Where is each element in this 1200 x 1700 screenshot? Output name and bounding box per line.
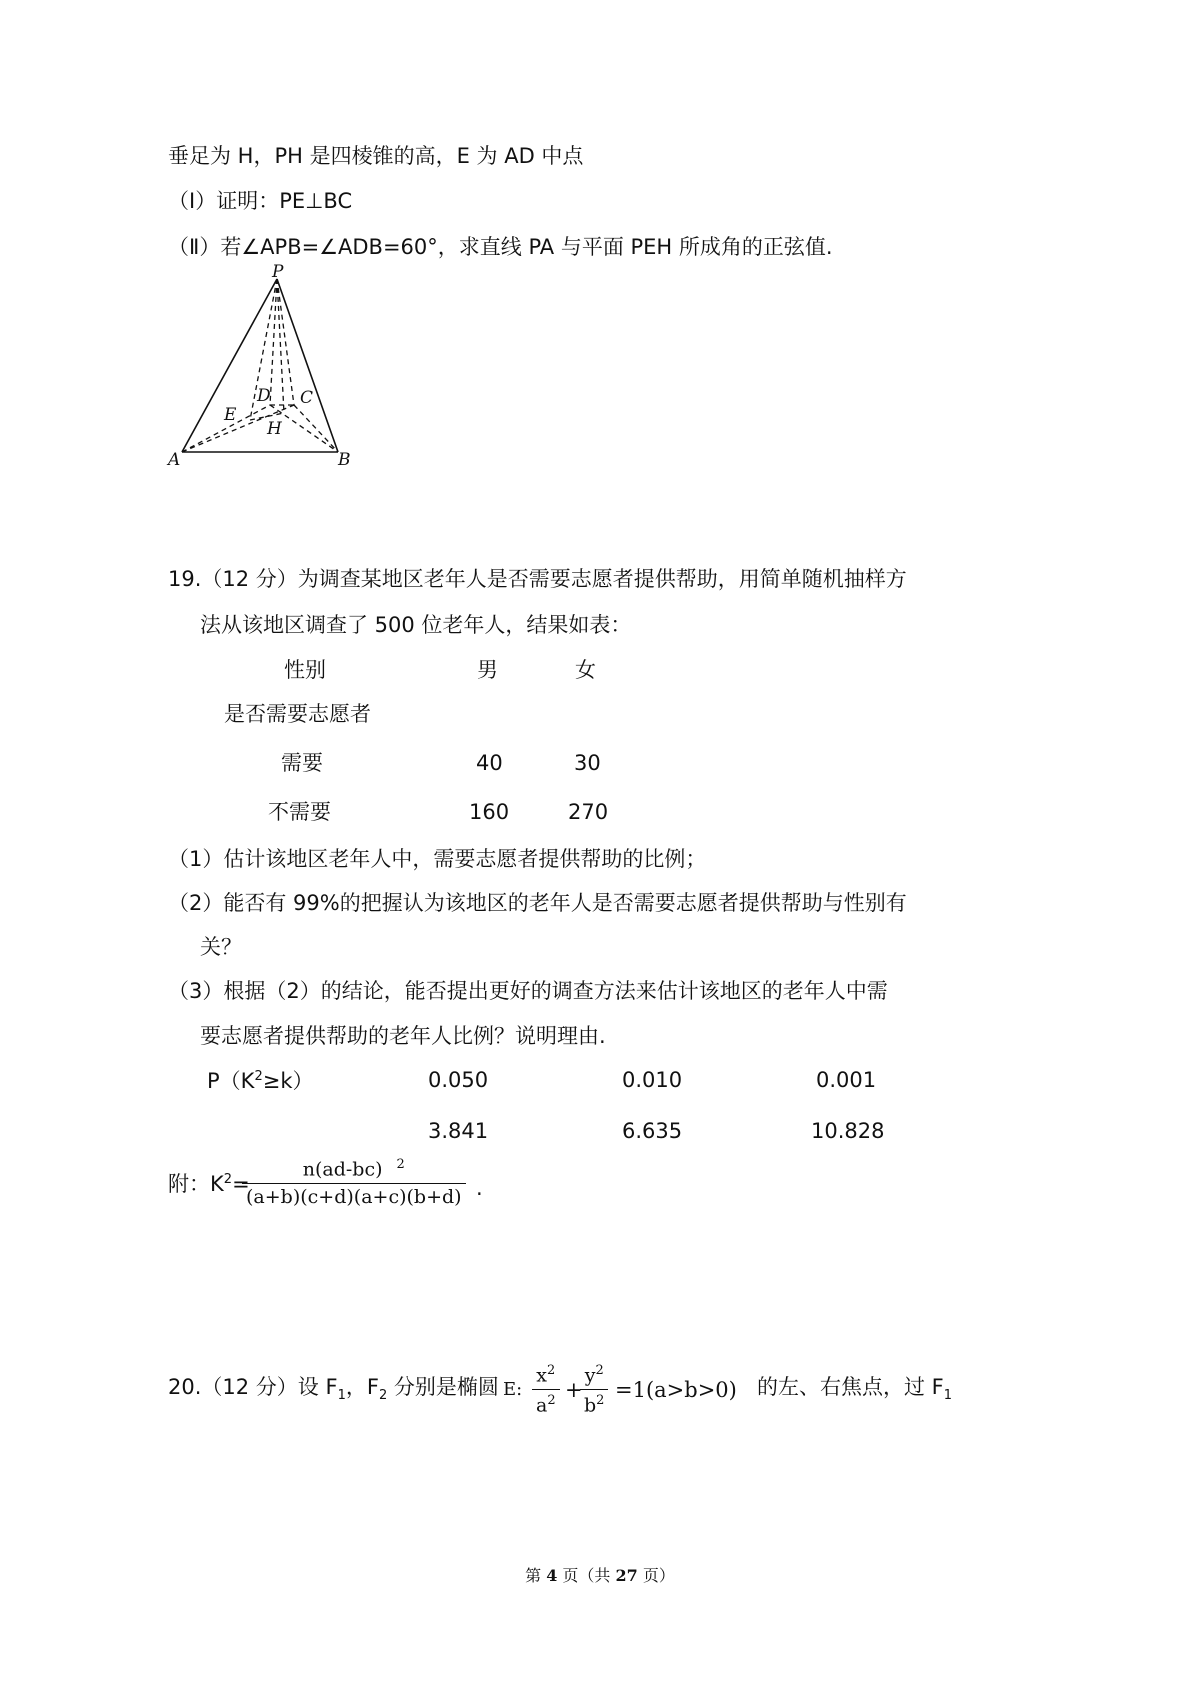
- fraction-denominator: (a+b)(c+d)(a+c)(b+d): [242, 1183, 466, 1207]
- q19-sub3-line2: 要志愿者提供帮助的老年人比例？说明理由.: [200, 1024, 606, 1048]
- table-header-gender: 性别: [284, 658, 326, 682]
- ptable-p-value: 0.050: [428, 1068, 489, 1092]
- q18-part1: （Ⅰ）证明：PE⊥BC: [168, 189, 353, 213]
- q19-sub2-line1: （2）能否有 99%的把握认为该地区的老年人是否需要志愿者提供帮助与性别有: [168, 891, 907, 915]
- ptable-label: $P(K^2\ge k)$: [207, 1069, 314, 1093]
- table-header-need: 是否需要志愿者: [224, 702, 371, 726]
- chi-square-fraction: [242, 1158, 466, 1207]
- ptable-k-value: 6.635: [622, 1119, 683, 1143]
- q19-sub3-line1: （3）根据（2）的结论，能否提出更好的调查方法来估计该地区的老年人中需: [168, 979, 888, 1003]
- pyramid-figure: [160, 262, 370, 477]
- label-a: A: [168, 450, 181, 470]
- q20-lead: 20.（12 分）设 $F_1$，$F_2$ 分别是椭圆: [168, 1375, 499, 1404]
- label-d: D: [257, 386, 271, 406]
- label-e: E: [224, 405, 237, 425]
- q19-sub2-line2: 关？: [200, 935, 242, 959]
- q19-line1: 19.（12 分）为调查某地区老年人是否需要志愿者提供帮助，用简单随机抽样方: [168, 567, 907, 591]
- label-p: P: [272, 262, 284, 282]
- ellipse-rhs: =1(a>b>0): [615, 1378, 737, 1402]
- formula-end: .: [476, 1176, 483, 1200]
- q18-line1: 垂足为 H，PH 是四棱锥的高，E 为 AD 中点: [168, 144, 584, 168]
- q20-tail: 的左、右焦点，过 $F_1$: [757, 1375, 953, 1404]
- pyramid-solid-edges: [182, 279, 338, 452]
- ptable-k-value: 3.841: [428, 1119, 489, 1143]
- fraction-numerator: n(ad-bc) $^2$: [302, 1157, 405, 1181]
- ellipse-fraction-x: $\frac{x^2}{a^2}$: [532, 1364, 560, 1416]
- table-row-label: 需要: [281, 751, 323, 775]
- q19-sub1: （1）估计该地区老年人中，需要志愿者提供帮助的比例；: [168, 847, 707, 871]
- table-cell: 270: [568, 800, 609, 824]
- ellipse-fraction-y: $\frac{y^2}{b^2}$: [580, 1364, 608, 1416]
- table-col-female: 女: [575, 658, 596, 682]
- table-cell: 40: [476, 751, 503, 775]
- ellipse-plus: +: [565, 1378, 583, 1402]
- ptable-p-value: 0.010: [622, 1068, 683, 1092]
- ptable-p-value: 0.001: [816, 1068, 877, 1092]
- q18-part2: （Ⅱ）若∠APB=∠ADB=60°，求直线 PA 与平面 PEH 所成角的正弦值.: [168, 235, 833, 259]
- page-footer: 第 4 页（共 27 页）: [525, 1566, 675, 1585]
- table-cell: 160: [469, 800, 510, 824]
- table-row-label: 不需要: [268, 800, 331, 824]
- table-col-male: 男: [477, 658, 498, 682]
- label-b: B: [338, 450, 351, 470]
- pyramid-hidden-edges: [182, 279, 338, 452]
- ptable-k-value: 10.828: [811, 1119, 885, 1143]
- table-cell: 30: [574, 751, 601, 775]
- q19-line2: 法从该地区调查了 500 位老年人，结果如表：: [200, 613, 632, 637]
- label-h: H: [267, 419, 282, 439]
- formula-prefix: 附：$K^2=$: [168, 1172, 250, 1196]
- label-c: C: [300, 388, 314, 408]
- ellipse-name: E:: [503, 1379, 523, 1400]
